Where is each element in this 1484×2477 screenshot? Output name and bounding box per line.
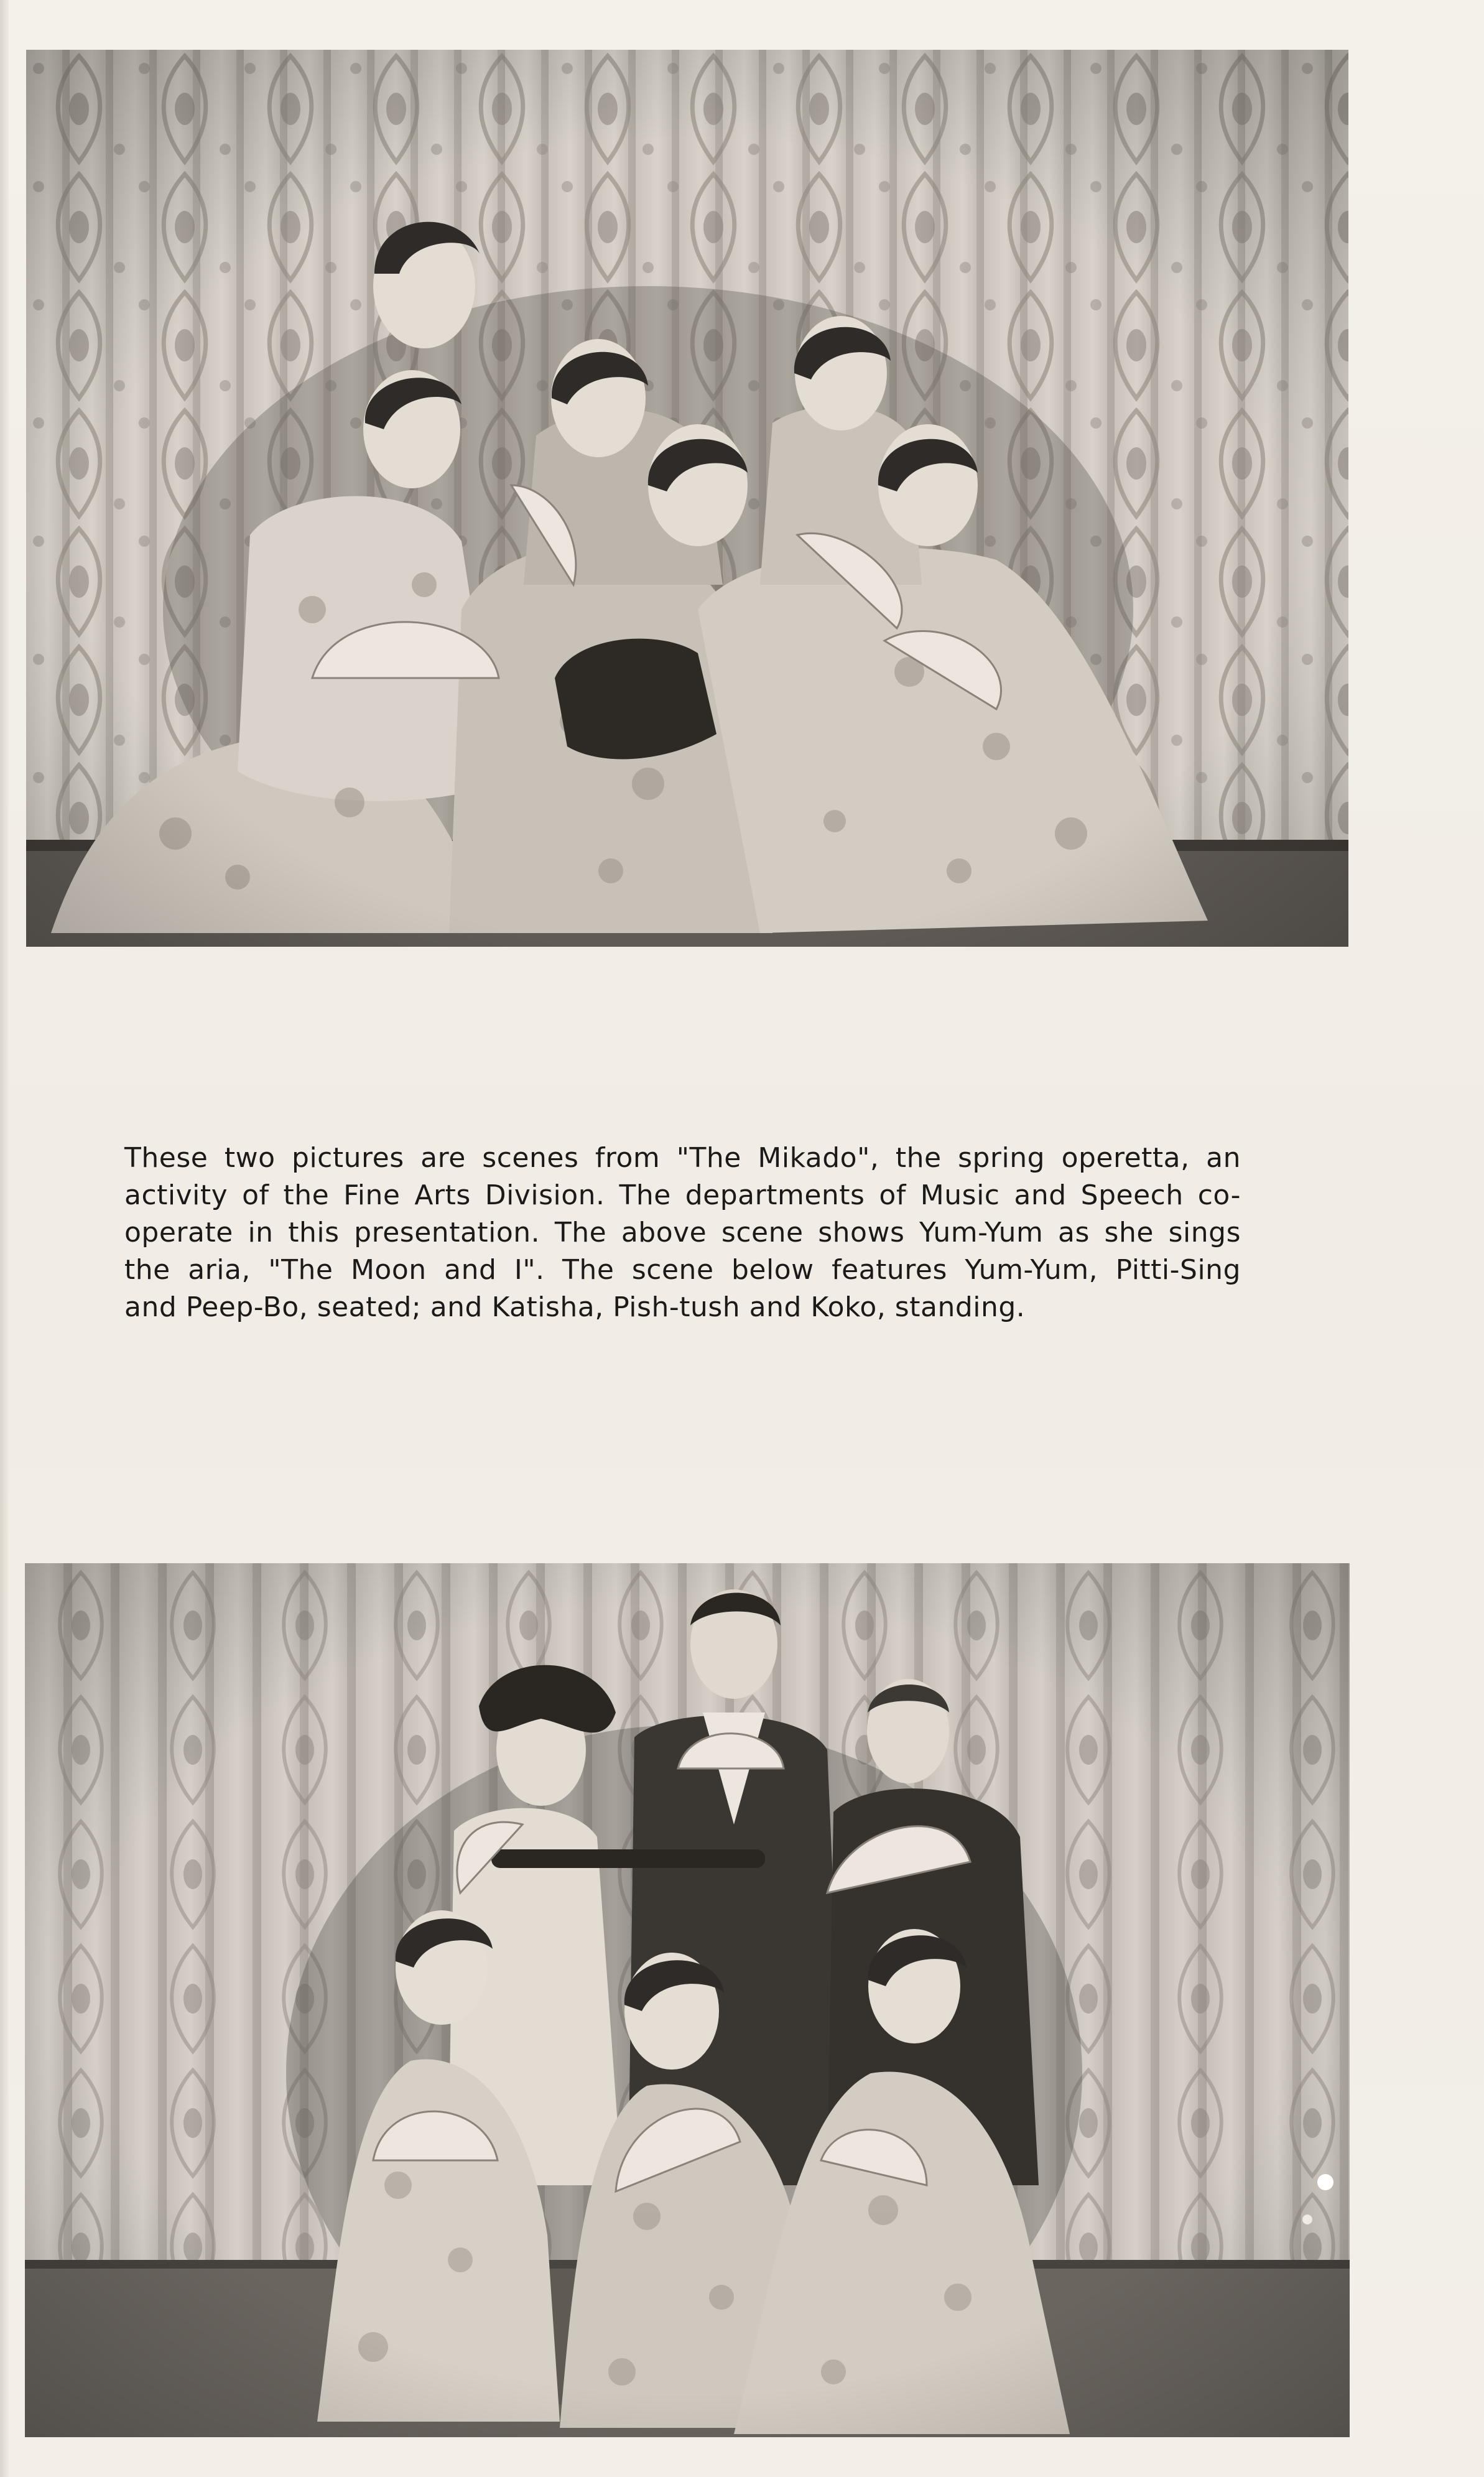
top-photo-yum-yum-scene xyxy=(26,50,1348,947)
bottom-photo-illustration xyxy=(25,1563,1350,2437)
page-binding-edge xyxy=(0,0,9,2477)
photo-caption xyxy=(124,1140,1241,1326)
top-photo-illustration xyxy=(26,50,1348,947)
caption-line-2: activity of the Fine Arts Division. The departments of Music and Speech co- xyxy=(124,1179,1241,1211)
paper-speck xyxy=(1317,2174,1333,2190)
paper-speck xyxy=(1302,2214,1312,2224)
caption-line-4: the aria, "The Moon and I". The scene below features Yum-Yum, Pitti-Sing xyxy=(124,1254,1241,1286)
caption-line-5: and Peep-Bo, seated; and Katisha, Pish-tush and Koko, standing. xyxy=(124,1291,1026,1323)
caption-line-3: operate in this presentation. The above scene shows Yum-Yum as she sings xyxy=(124,1217,1241,1248)
bottom-photo-ensemble-scene xyxy=(25,1563,1350,2437)
caption-line-1: These two pictures are scenes from "The Mikado", the spring operetta, an xyxy=(124,1142,1241,1174)
